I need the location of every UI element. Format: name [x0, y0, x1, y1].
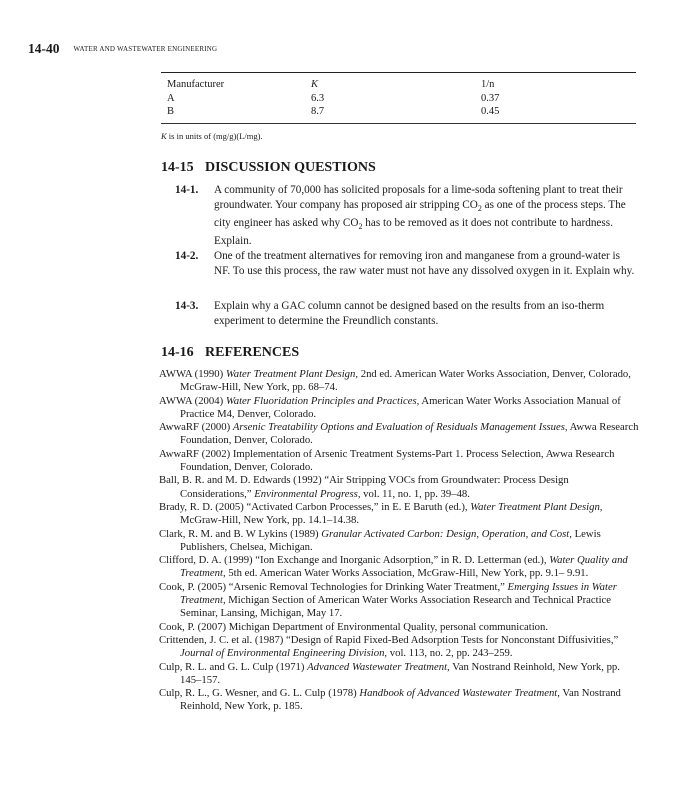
- section-number: 14-16: [161, 345, 194, 360]
- reference-entry: AwwaRF (2002) Implementation of Arsenic Treatment Systems-Part 1. Process Selection, Awwa Research Foundation, Denver, Colorado.: [159, 447, 615, 474]
- table-cell: 0.45: [481, 106, 500, 117]
- column-header: 1/n: [481, 79, 495, 90]
- column-header: Manufacturer: [167, 79, 225, 90]
- freundlich-table: [161, 72, 636, 124]
- running-head: WATER AND WASTEWATER ENGINEERING: [73, 45, 218, 53]
- discussion-question: [175, 183, 635, 249]
- question-text: Explain why a GAC column cannot be designed based on the results from an iso-therm experiment to determine the Freundlich constants.: [214, 300, 605, 327]
- reference-entry: Brady, R. D. (2005) “Activated Carbon Processes,” in E. E Baruth (ed.), Water Treatment Plant Design, McGraw-Hill, New York, pp. 14.1–14.38.: [159, 500, 603, 527]
- question-number: 14-1.: [175, 184, 199, 196]
- table-cell: 0.37: [481, 93, 500, 104]
- reference-list: [159, 368, 639, 714]
- reference-entry: Clark, R. M. and B. W Lykins (1989) Granular Activated Carbon: Design, Operation, and Cost, Lewis Publishers, Chelsea, Michigan.: [159, 527, 601, 553]
- reference-entry: AwwaRF (2000) Arsenic Treatability Options and Evaluation of Residuals Management Issues, Awwa Research Foundation, Denver, Colorado.: [159, 421, 639, 447]
- table-cell: 6.3: [311, 93, 325, 104]
- question-text: A community of 70,000 has solicited proposals for a lime-soda softening plant to treat their groundwater. Your company has proposed air stripping $CO_2$ as one of the process steps. The city engineer has asked why $CO_2$ has to be removed as it does not contribute to hardness. Explain.: [214, 184, 626, 248]
- question-number: 14-3.: [175, 300, 199, 312]
- table-row: [161, 105, 636, 118]
- table-note: [161, 131, 263, 141]
- column-header: K: [311, 79, 319, 90]
- reference-entry: Cook, P. (2005) “Arsenic Removal Technologies for Drinking Water Treatment,” Emerging Issues in Water Treatment, Michigan Section of American Water Works Association Research and Technical Practice Seminar, Lansing, Michigan, May 17.: [159, 580, 617, 620]
- section-heading-references: [161, 345, 299, 361]
- table-cell: B: [167, 106, 175, 117]
- reference-entry: AWWA (2004) Water Fluoridation Principles and Practices, American Water Works Association Manual of Practice M4, Denver, Colorado.: [159, 394, 621, 420]
- section-title: DISCUSSION QUESTIONS: [205, 160, 376, 175]
- discussion-question: [175, 249, 635, 279]
- reference-entry: Cook, P. (2007) Michigan Department of Environmental Quality, personal communication.: [159, 620, 549, 633]
- table-note-text: is in units of (mg/g)(L/mg).: [166, 131, 263, 141]
- table-cell: 8.7: [311, 106, 325, 117]
- reference-entry: Crittenden, J. C. et al. (1987) “Design of Rapid Fixed-Bed Adsorption Tests for Nonconstant Diffusivities,” Journal of Environmental Engineering Division, vol. 113, no. 2, pp. 243–259.: [159, 633, 619, 660]
- page-header: [28, 40, 217, 58]
- table-header-row: [161, 78, 636, 91]
- table-top-rule: [161, 72, 636, 73]
- table-bottom-rule: [161, 123, 636, 124]
- section-number: 14-15: [161, 160, 194, 175]
- reference-entry: Ball, B. R. and M. D. Edwards (1992) “Air Stripping VOCs from Groundwater: Process Design Considerations,” Environmental Progress, vol. 11, no. 1, pp. 39–48.: [159, 474, 569, 500]
- discussion-question: [175, 299, 635, 329]
- question-text: One of the treatment alternatives for removing iron and manganese from a ground-water is NF. To use this process, the raw water must not have any dissolved oxygen in it. Explain why.: [214, 250, 635, 277]
- table-cell: A: [167, 93, 175, 104]
- reference-entry: Clifford, D. A. (1999) “Ion Exchange and Inorganic Adsorption,” in R. D. Letterman (ed.), Water Quality and Treatment, 5th ed. American Water Works Association, McGraw-Hill, New York, pp. 9.1– 9.91.: [159, 554, 628, 580]
- question-number: 14-2.: [175, 250, 199, 262]
- table-note-symbol: K: [161, 131, 167, 141]
- reference-entry: AWWA (1990) Water Treatment Plant Design, 2nd ed. American Water Works Association, Denver, Colorado, McGraw-Hill, New York, pp. 68–74.: [159, 368, 631, 394]
- reference-entry: Culp, R. L. and G. L. Culp (1971) Advanced Wastewater Treatment, Van Nostrand Reinhold, New York, pp. 145–157.: [159, 660, 620, 686]
- section-title: REFERENCES: [205, 345, 300, 360]
- page-number: 14-40: [28, 41, 60, 56]
- reference-entry: Culp, R. L., G. Wesner, and G. L. Culp (1978) Handbook of Advanced Wastewater Treatment, Van Nostrand Reinhold, New York, p. 185.: [159, 687, 621, 713]
- section-heading-discussion: [161, 160, 376, 176]
- table-row: [161, 92, 636, 105]
